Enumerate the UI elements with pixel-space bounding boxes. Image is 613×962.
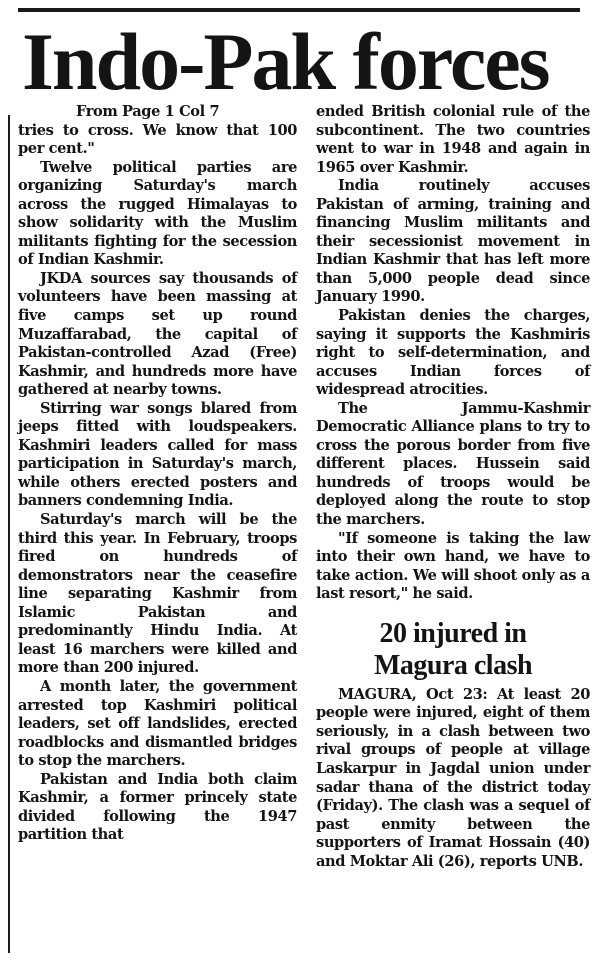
top-rule bbox=[18, 8, 580, 12]
left-paragraph-5: Saturday's march will be the third this year. In February, troops fired on hundreds of demonstrators near the ceasefire line separating Kashmir from Islamic Pakistan and predominantly Hindu India. At least 16 marchers were killed and more than 200 injured. bbox=[18, 511, 297, 677]
second-story-headline bbox=[316, 618, 590, 682]
continuation-kicker: From Page 1 Col 7 bbox=[76, 103, 220, 120]
left-paragraph-3: JKDA sources say thousands of volunteers have been massing at five camps set up round Muzaffarabad, the capital of Pakistan-controlled Azad (Free) Kashmir, and hundreds more have gathered at nearby towns. bbox=[18, 269, 297, 399]
left-paragraph-1: tries to cross. We know that 100 per cent." bbox=[18, 121, 297, 158]
second-headline-line-1: 20 injured in bbox=[379, 617, 527, 649]
second-headline-line-2: Magura clash bbox=[373, 649, 533, 681]
left-paragraph-6: A month later, the government arrested top Kashmiri political leaders, set off landslides, erected roadblocks and dismantled bridges to stop the marchers. bbox=[18, 677, 297, 770]
left-column bbox=[18, 103, 297, 845]
right-paragraph-3: Pakistan denies the charges, saying it supports the Kashmiris right to self-determination, and accuses Indian forces of widespread atrocities. bbox=[316, 307, 590, 399]
right-column bbox=[316, 103, 590, 871]
right-paragraph-1: ended British colonial rule of the subcontinent. The two countries went to war in 1948 and again in 1965 over Kashmir. bbox=[316, 103, 590, 176]
left-paragraph-2: Twelve political parties are organizing Saturday's march across the rugged Himalayas to show solidarity with the Muslim militants fighting for the secession of Indian Kashmir. bbox=[18, 158, 297, 269]
right-paragraph-2: India routinely accuses Pakistan of arming, training and financing Muslim militants and their secessionist movement in Indian Kashmir that has left more than 5,000 people dead since January 1990. bbox=[316, 177, 590, 306]
second-story-body bbox=[316, 686, 590, 871]
dateline: MAGURA, Oct 23: bbox=[338, 685, 488, 703]
left-paragraph-4: Stirring war songs blared from jeeps fitted with loudspeakers. Kashmiri leaders called for mass participation in Saturday's march, while others erected posters and banners condemning India. bbox=[18, 399, 297, 510]
right-paragraph-4: The Jammu-Kashmir Democratic Alliance plans to try to cross the porous border from five different places. Hussein said hundreds of troops would be deployed along the route to stop the marchers. bbox=[316, 399, 590, 529]
second-story-text: At least 20 people were injured, eight of them seriously, in a clash between two rival groups of people at village Laskarpur in Jagdal union under sadar thana of the district today (Friday). The clash was a sequel of past enmity between the supporters of Iramat Hossain (40) and Moktar Ali (26), reports UNB. bbox=[316, 685, 590, 870]
left-rule bbox=[8, 115, 10, 953]
right-paragraph-5: "If someone is taking the law into their own hand, we have to take action. We will shoot only as a last resort," he said. bbox=[316, 529, 590, 603]
main-headline: Indo-Pak forces bbox=[22, 16, 549, 107]
left-paragraph-7: Pakistan and India both claim Kashmir, a former princely state divided following the 1947 partition that bbox=[18, 770, 297, 844]
